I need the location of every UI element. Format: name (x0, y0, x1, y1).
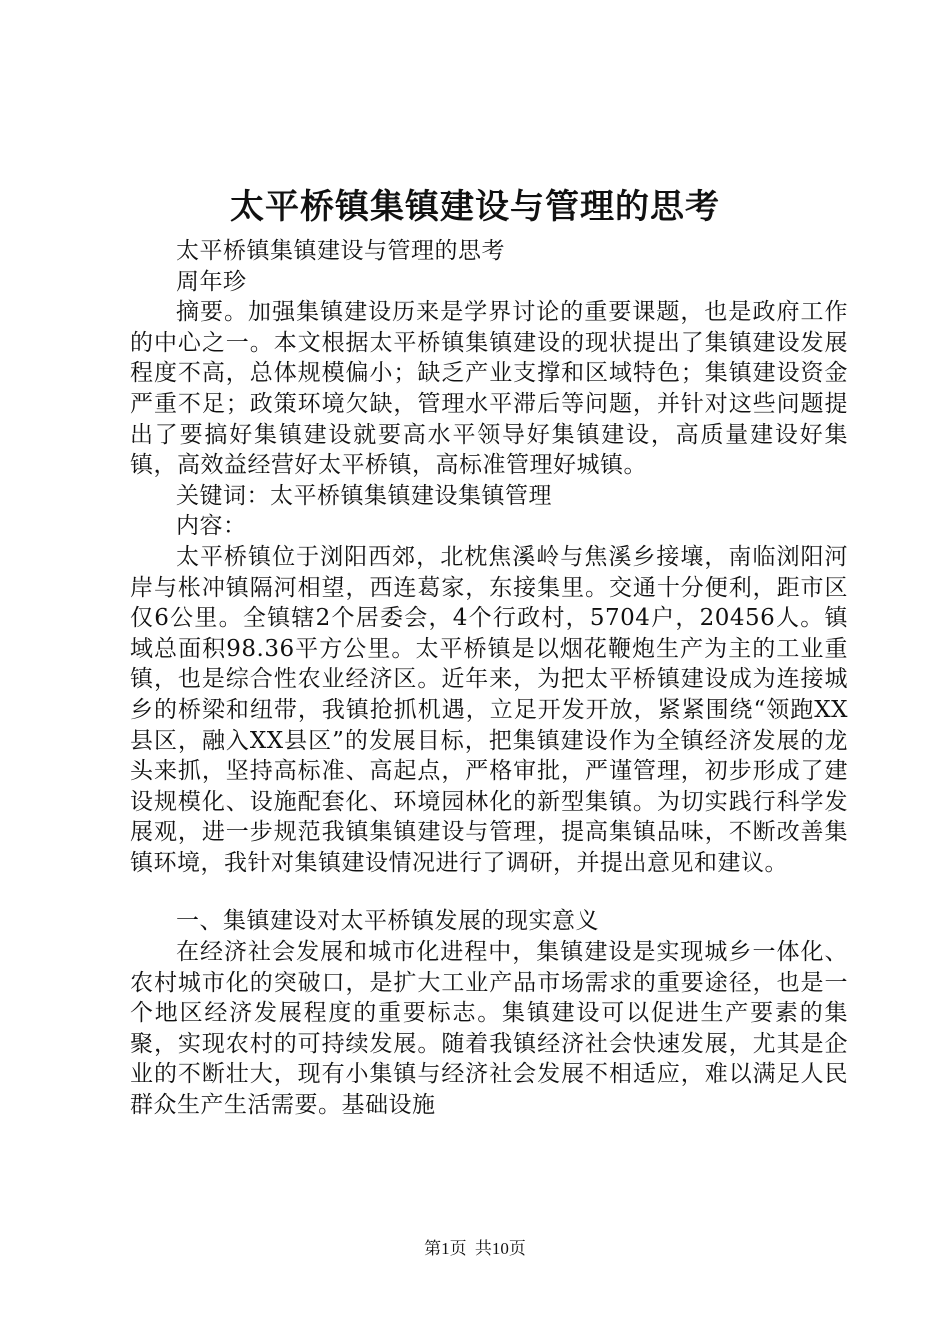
content-label: 内容： (176, 513, 247, 540)
document-title: 太平桥镇集镇建设与管理的思考 (230, 187, 720, 227)
document-body (130, 236, 848, 1121)
section-heading: 一、集镇建设对太平桥镇发展的现实意义 (176, 908, 599, 935)
page-indicator: 第1页 共10页 (424, 1239, 526, 1258)
subtitle: 太平桥镇集镇建设与管理的思考 (176, 238, 505, 264)
section-paragraph: 在经济社会发展和城市化进程中，集镇建设是实现城乡一体化、农村城市化的突破口，是扩大工业产品市场需求的重要途径，也是一个地区经济发展程度的重要标志。集镇建设可以促进生产要素的集聚，实现农村的可持续发展。随着我镇经济社会快速发展，尤其是企业的不断壮大，现有小集镇与经济社会发展不相适应，难以满足人民群众生产生活需要。基础设施 (130, 939, 848, 1119)
keywords-line: 关键词：太平桥镇集镇建设集镇管理 (176, 482, 552, 509)
intro-paragraph: 太平桥镇位于浏阳西郊，北枕焦溪岭与焦溪乡接壤，南临浏阳河岸与枨冲镇隔河相望，西连葛家，东接集里。交通十分便利，距市区仅6公里。全镇辖2个居委会，4个行政村，5704户，20456人。镇域总面积98.36平方公里。太平桥镇是以烟花鞭炮生产为主的工业重镇，也是综合性农业经济区。近年来，为把太平桥镇建设成为连接城乡的桥梁和纽带，我镇抢抓机遇，立足开发开放，紧紧围绕“领跑XX县区，融入XX县区”的发展目标，把集镇建设作为全镇经济发展的龙头来抓，坚持高标准、高起点，严格审批，严谨管理，初步形成了建设规模化、设施配套化、环境园林化的新型集镇。为切实践行科学发展观，进一步规范我镇集镇建设与管理，提高集镇品味，不断改善集镇环境，我针对集镇建设情况进行了调研，并提出意见和建议。 (130, 543, 848, 876)
abstract-paragraph: 摘要。加强集镇建设历来是学界讨论的重要课题，也是政府工作的中心之一。本文根据太平桥镇集镇建设的现状提出了集镇建设发展程度不高，总体规模偏小；缺乏产业支撑和区域特色；集镇建设资金严重不足；政策环境欠缺，管理水平滞后等问题，并针对这些问题提出了要搞好集镇建设就要高水平领导好集镇建设，高质量建设好集镇，高效益经营好太平桥镇，高标准管理好城镇。 (130, 299, 848, 479)
author: 周年珍 (176, 268, 247, 295)
